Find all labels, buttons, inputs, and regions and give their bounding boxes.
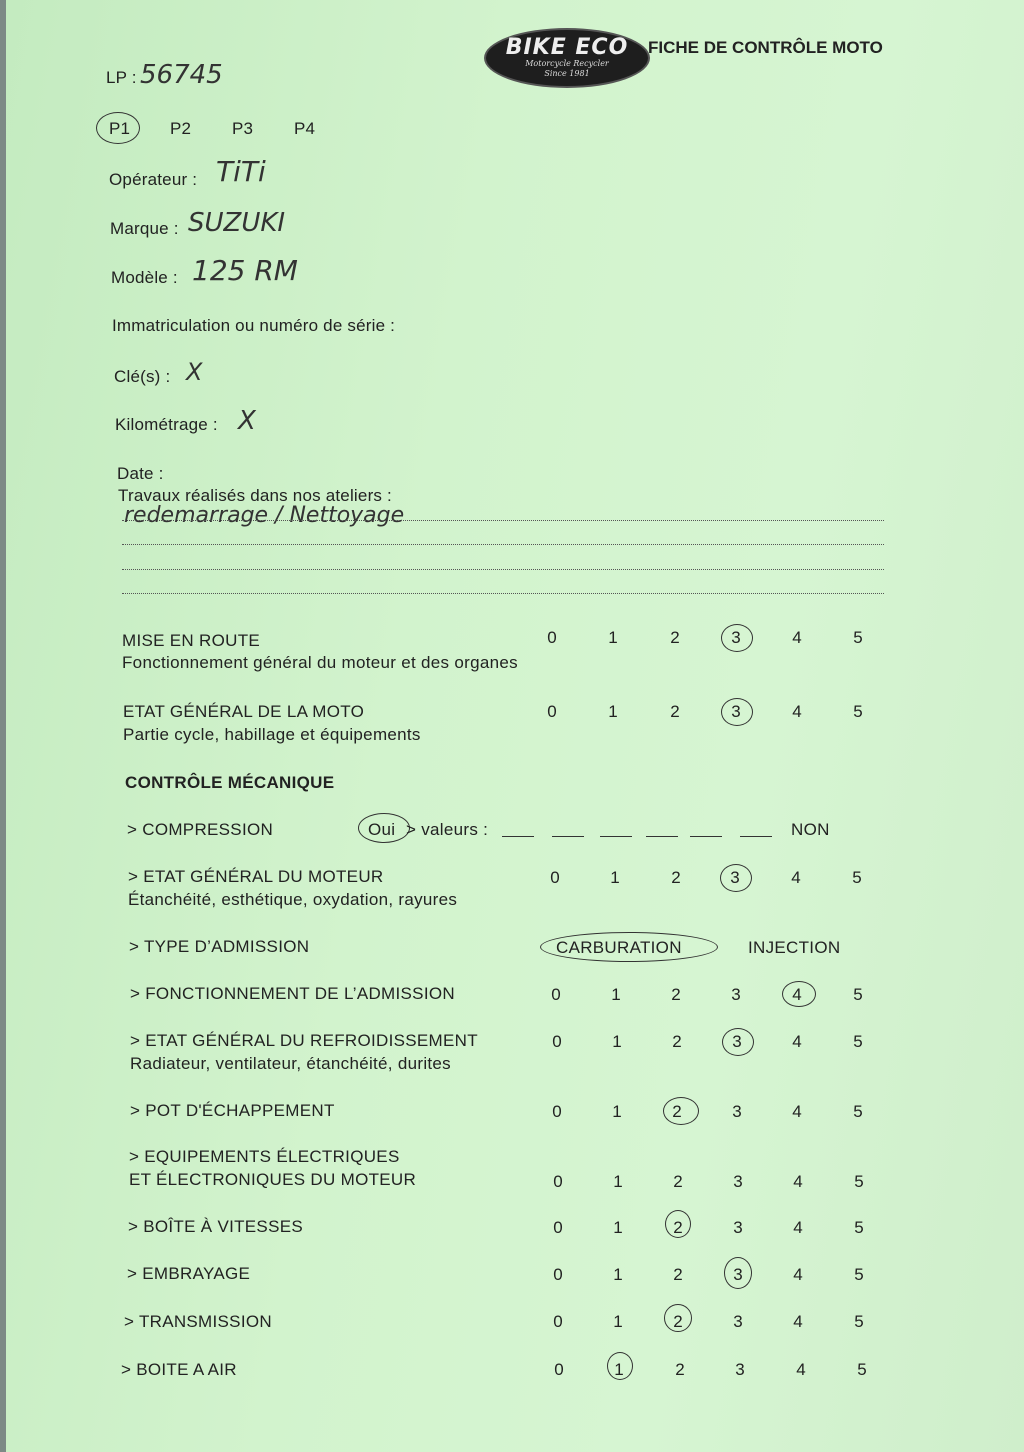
scale-3[interactable]: 3	[732, 1102, 742, 1121]
valeur-blank-4[interactable]	[646, 836, 678, 837]
scale-3[interactable]: 3	[733, 1218, 743, 1237]
scale-2[interactable]: 2	[670, 702, 680, 721]
scale-0[interactable]: 0	[552, 1102, 562, 1121]
scale-4[interactable]: 4	[792, 628, 802, 647]
scale-4[interactable]: 4	[796, 1360, 806, 1379]
scale-5[interactable]: 5	[853, 702, 863, 721]
operateur-label: Opérateur :	[109, 170, 198, 189]
mise-en-route-subtitle: Fonctionnement général du moteur et des organes	[122, 653, 518, 672]
lp-value[interactable]: 56745	[140, 60, 223, 90]
etat-moto-title: ETAT GÉNÉRAL DE LA MOTO	[123, 702, 365, 721]
travaux-value[interactable]: redemarrage / Nettoyage	[124, 503, 405, 528]
rating-circle-refroidissement	[722, 1028, 754, 1056]
control-sheet	[6, 0, 1024, 1452]
scale-1[interactable]: 1	[613, 1172, 623, 1191]
cles-value[interactable]: X	[186, 358, 203, 386]
scale-5[interactable]: 5	[854, 1312, 864, 1331]
scale-2[interactable]: 2	[673, 1218, 683, 1237]
travaux-line-4	[122, 593, 884, 594]
position-p3[interactable]: P3	[232, 119, 254, 138]
scale-2[interactable]: 2	[675, 1360, 685, 1379]
scale-2[interactable]: 2	[672, 1102, 682, 1121]
position-p2[interactable]: P2	[170, 119, 192, 138]
scale-1[interactable]: 1	[610, 868, 620, 887]
immatriculation-label: Immatriculation ou numéro de série :	[112, 316, 396, 335]
boite-air-title: > BOITE A AIR	[121, 1360, 237, 1379]
logo-brand: BIKE ECO	[505, 35, 629, 60]
embrayage-title: > EMBRAYAGE	[127, 1264, 251, 1283]
scale-0[interactable]: 0	[547, 702, 557, 721]
etat-moteur-subtitle: Étanchéité, esthétique, oxydation, rayures	[128, 890, 458, 909]
scale-1[interactable]: 1	[608, 702, 618, 721]
scale-1[interactable]: 1	[614, 1360, 624, 1379]
rating-circle-etat-moto	[721, 698, 753, 726]
scale-2[interactable]: 2	[671, 985, 681, 1004]
travaux-line-3	[122, 569, 884, 570]
scale-3[interactable]: 3	[733, 1312, 743, 1331]
type-admission-injection[interactable]: INJECTION	[748, 938, 841, 957]
scale-1[interactable]: 1	[613, 1265, 623, 1284]
date-label: Date :	[117, 464, 164, 483]
scale-2[interactable]: 2	[670, 628, 680, 647]
valeur-blank-5[interactable]	[690, 836, 722, 837]
scale-3[interactable]: 3	[733, 1265, 743, 1284]
scale-4[interactable]: 4	[792, 702, 802, 721]
scale-1[interactable]: 1	[608, 628, 618, 647]
scale-2[interactable]: 2	[673, 1312, 683, 1331]
scale-3[interactable]: 3	[731, 985, 741, 1004]
scale-5[interactable]: 5	[853, 1102, 863, 1121]
etat-moteur-title: > ETAT GÉNÉRAL DU MOTEUR	[128, 867, 384, 886]
scale-1[interactable]: 1	[612, 1102, 622, 1121]
type-admission-label: > TYPE D’ADMISSION	[129, 937, 310, 956]
scale-3[interactable]: 3	[731, 628, 741, 647]
scale-2[interactable]: 2	[672, 1032, 682, 1051]
page-title: FICHE DE CONTRÔLE MOTO	[648, 38, 883, 57]
scale-2[interactable]: 2	[673, 1172, 683, 1191]
scale-1[interactable]: 1	[613, 1312, 623, 1331]
fonctionnement-admission-title: > FONCTIONNEMENT DE L’ADMISSION	[130, 984, 455, 1003]
position-p1[interactable]: P1	[109, 119, 131, 138]
rating-circle-transmission	[664, 1304, 692, 1332]
scale-4[interactable]: 4	[793, 1265, 803, 1284]
scale-0[interactable]: 0	[553, 1312, 563, 1331]
scale-2[interactable]: 2	[671, 868, 681, 887]
controle-mecanique-title: CONTRÔLE MÉCANIQUE	[125, 773, 335, 792]
logo-line1: Motorcycle Recycler	[525, 59, 609, 68]
scale-5[interactable]: 5	[853, 985, 863, 1004]
travaux-line-1	[122, 520, 884, 521]
scale-4[interactable]: 4	[793, 1312, 803, 1331]
scale-4[interactable]: 4	[792, 985, 802, 1004]
kilometrage-label: Kilométrage :	[115, 415, 218, 434]
scale-5[interactable]: 5	[853, 628, 863, 647]
position-p4[interactable]: P4	[294, 119, 316, 138]
electrique-title: > EQUIPEMENTS ÉLECTRIQUES	[129, 1147, 400, 1166]
valeur-blank-6[interactable]	[740, 836, 772, 837]
rating-circle-mise-en-route	[721, 624, 753, 652]
marque-label: Marque :	[110, 219, 179, 238]
marque-value[interactable]: SUZUKI	[188, 208, 286, 238]
scale-3[interactable]: 3	[733, 1172, 743, 1191]
scale-5[interactable]: 5	[857, 1360, 867, 1379]
travaux-label: Travaux réalisés dans nos ateliers :	[118, 486, 392, 505]
compression-label: > COMPRESSION	[127, 820, 274, 839]
kilometrage-value[interactable]: X	[238, 406, 256, 436]
compression-valeurs-label: > valeurs :	[406, 820, 489, 839]
rating-circle-pot-echappement	[663, 1097, 699, 1125]
refroidissement-subtitle: Radiateur, ventilateur, étanchéité, durites	[130, 1054, 451, 1073]
scale-2[interactable]: 2	[673, 1265, 683, 1284]
logo-line2: Since 1981	[544, 69, 590, 78]
scale-0[interactable]: 0	[550, 868, 560, 887]
rating-circle-boite-air	[607, 1352, 633, 1380]
etat-moto-subtitle: Partie cycle, habillage et équipements	[123, 725, 421, 744]
rating-circle-etat-moteur	[720, 864, 752, 892]
scale-1[interactable]: 1	[613, 1218, 623, 1237]
scale-5[interactable]: 5	[852, 868, 862, 887]
modele-value[interactable]: 125 RM	[192, 254, 298, 287]
transmission-title: > TRANSMISSION	[124, 1312, 272, 1331]
mise-en-route-title: MISE EN ROUTE	[122, 631, 261, 650]
scale-0[interactable]: 0	[547, 628, 557, 647]
scale-4[interactable]: 4	[792, 1102, 802, 1121]
compression-oui[interactable]: Oui	[368, 820, 396, 839]
rating-circle-embrayage	[724, 1257, 752, 1289]
scale-5[interactable]: 5	[854, 1218, 864, 1237]
refroidissement-title: > ETAT GÉNÉRAL DU REFROIDISSEMENT	[130, 1031, 478, 1050]
boite-vitesses-title: > BOÎTE À VITESSES	[128, 1217, 303, 1236]
scale-3[interactable]: 3	[735, 1360, 745, 1379]
scale-5[interactable]: 5	[854, 1265, 864, 1284]
operateur-value[interactable]: TiTi	[216, 155, 266, 188]
scale-0[interactable]: 0	[554, 1360, 564, 1379]
scale-3[interactable]: 3	[731, 702, 741, 721]
valeur-blank-3[interactable]	[600, 836, 632, 837]
bike-eco-logo	[484, 28, 650, 88]
scale-0[interactable]: 0	[551, 985, 561, 1004]
scale-5[interactable]: 5	[854, 1172, 864, 1191]
pot-echappement-title: > POT D'ÉCHAPPEMENT	[130, 1101, 335, 1120]
valeur-blank-1[interactable]	[502, 836, 534, 837]
electrique-subtitle: ET ÉLECTRONIQUES DU MOTEUR	[129, 1170, 417, 1189]
cles-label: Clé(s) :	[114, 367, 171, 386]
scale-4[interactable]: 4	[792, 1032, 802, 1051]
scale-3[interactable]: 3	[732, 1032, 742, 1051]
rating-circle-boite-vitesses	[665, 1210, 691, 1238]
scale-4[interactable]: 4	[793, 1218, 803, 1237]
scale-5[interactable]: 5	[853, 1032, 863, 1051]
scale-0[interactable]: 0	[553, 1218, 563, 1237]
rating-circle-fonctionnement-admission	[782, 981, 816, 1007]
scale-1[interactable]: 1	[612, 1032, 622, 1051]
scale-0[interactable]: 0	[553, 1265, 563, 1284]
travaux-line-2	[122, 544, 884, 545]
scale-3[interactable]: 3	[730, 868, 740, 887]
lp-label: LP :	[106, 68, 137, 87]
scale-1[interactable]: 1	[611, 985, 621, 1004]
modele-label: Modèle :	[111, 268, 178, 287]
scale-4[interactable]: 4	[793, 1172, 803, 1191]
type-admission-carburation[interactable]: CARBURATION	[556, 938, 682, 957]
scale-0[interactable]: 0	[553, 1172, 563, 1191]
scale-4[interactable]: 4	[791, 868, 801, 887]
compression-non[interactable]: NON	[791, 820, 830, 839]
valeur-blank-2[interactable]	[552, 836, 584, 837]
scale-0[interactable]: 0	[552, 1032, 562, 1051]
